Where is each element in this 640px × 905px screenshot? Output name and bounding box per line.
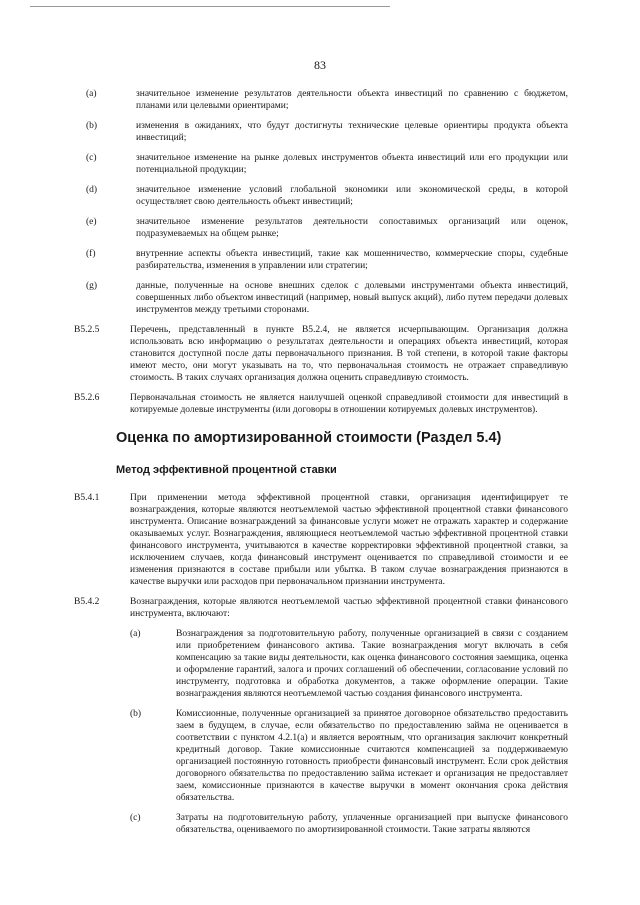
paragraph-number: B5.4.2 — [74, 597, 100, 607]
paragraph-number: B5.2.5 — [74, 325, 100, 335]
item-label: (c) — [86, 153, 97, 163]
item-label: (b) — [130, 709, 142, 719]
list-item — [130, 812, 568, 836]
list-item — [86, 120, 568, 144]
item-label: (e) — [86, 217, 97, 227]
item-label: (b) — [86, 121, 98, 131]
item-label: (a) — [130, 629, 141, 639]
paragraph-text: Вознаграждения, которые являются неотъемлемой частью эффективной процентной ставки финансового инструмента, включают: — [130, 597, 568, 619]
item-text: значительное изменение на рынке долевых инструментов объекта инвестиций или его продукции или потенциальной продукции; — [136, 153, 568, 175]
list-item — [130, 708, 568, 804]
paragraph-text: При применении метода эффективной процентной ставки, организация идентифицирует те вознаграждения, которые являются неотъемлемой частью эффективной процентной ставки финансового инструмента. Описание вознаграждений за финансовые услуги может не отражать характер и содержание оказываемых услуг. Вознаграждения, являющиеся неотъемлемой частью эффективной процентной ставки финансового инструмента, учитываются в качестве корректировки эффективной процентной ставки, за исключением случаев, когда финансовый инструмент оценивается по справедливой стоимости и ее изменения признаются в составе прибыли или убытка. В таком случае вознаграждения признаются в качестве выручки или расходов при первоначальном признании инструмента. — [130, 493, 568, 587]
section-heading: Оценка по амортизированной стоимости (Раздел 5.4) — [116, 430, 502, 446]
sub-item-list — [130, 628, 568, 836]
item-label: (c) — [130, 813, 141, 823]
item-text: данные, полученные на основе внешних сделок с долевыми инструментами объекта инвестиций, совершенных либо объектом инвестиций (например, новый выпуск акций), либо путем передачи долевых инструментов между третьими сторонами. — [136, 281, 568, 315]
paragraph-text: Перечень, представленный в пункте B5.2.4, не является исчерпывающим. Организация должна использовать всю информацию о результатах деятельности и операциях объекта инвестиций, которая становится доступной после даты первоначального признания. В той степени, в которой такие факторы имеют место, они могут указывать на то, что первоначальная стоимость не отражает справедливую стоимость. В таких случаях организация должна оценить справедливую стоимость. — [130, 325, 568, 383]
item-text: значительное изменение условий глобальной экономики или экономической среды, в которой осуществляет свою деятельность объект инвестиций; — [136, 185, 568, 207]
paragraph-b541 — [74, 492, 568, 588]
item-text: изменения в ожиданиях, что будут достигнуты технические целевые ориентиры продукта объекта инвестиций; — [136, 121, 568, 143]
list-item — [86, 248, 568, 272]
item-text: значительное изменение результатов деятельности сопоставимых организаций или оценок, подразумеваемых на общем рынке; — [136, 217, 568, 239]
paragraph-b542 — [74, 596, 568, 620]
paragraph-number: B5.2.6 — [74, 393, 100, 403]
item-text: Вознаграждения за подготовительную работу, полученные организацией в связи с созданием или приобретением финансового актива. Такие вознаграждения могут включать в себя компенсацию за такие виды деятельности, как оценка финансового состояния заемщика, оценка и оформление гарантий, залога и прочих соглашений об обеспечении, согласование условий по инструменту, подготовка и обработка документов, а также оформление операции. Такие вознаграждения являются неотъемлемой частью создания финансового инструмента. — [176, 629, 568, 699]
item-text: Затраты на подготовительную работу, уплаченные организацией при выпуске финансового обязательства, оцениваемого по амортизированной стоимости. Такие затраты являются — [176, 813, 568, 835]
item-label: (g) — [86, 281, 98, 291]
item-label: (a) — [86, 89, 97, 99]
item-label: (d) — [86, 185, 98, 195]
list-item — [130, 628, 568, 700]
item-text: внутренние аспекты объекта инвестиций, такие как мошенничество, коммерческие споры, судебные разбирательства, изменения в управлении или стратегии; — [136, 249, 568, 271]
list-item — [86, 280, 568, 316]
paragraph-number: B5.4.1 — [74, 493, 100, 503]
paragraph — [74, 324, 568, 384]
list-item — [86, 152, 568, 176]
paragraph — [74, 392, 568, 416]
top-item-list — [86, 88, 568, 316]
scan-edge-line — [30, 6, 390, 7]
subsection-heading: Метод эффективной процентной ставки — [116, 464, 337, 476]
paragraph-text: Первоначальная стоимость не является наилучшей оценкой справедливой стоимости для инвестиций в котируемые долевые инструменты (или договоры в отношении котируемых долевых инструментов). — [130, 393, 568, 415]
item-text: значительное изменение результатов деятельности объекта инвестиций по сравнению с бюджетом, планами или целевыми ориентирами; — [136, 89, 568, 111]
list-item — [86, 184, 568, 208]
item-text: Комиссионные, полученные организацией за принятое договорное обязательство предоставить заем в будущем, в случае, если обязательство по предоставлению займа не оценивается в соответствии с пунктом 4.2.1(a) и является вероятным, что организация заключит конкретный кредитный договор. Такие комиссионные считаются компенсацией за поддерживаемую организацией постоянную готовность приобрести финансовый инструмент. Если срок действия договорного обязательства по предоставлению займа истекает и организация не предоставляет заем, комиссионные признаются в качестве выручки в момент окончания срока действия обязательства. — [176, 709, 568, 803]
paragraph-list — [74, 324, 568, 416]
item-label: (f) — [86, 249, 96, 259]
list-item — [86, 216, 568, 240]
list-item — [86, 88, 568, 112]
page-body — [74, 88, 568, 844]
page-number: 83 — [314, 58, 326, 72]
